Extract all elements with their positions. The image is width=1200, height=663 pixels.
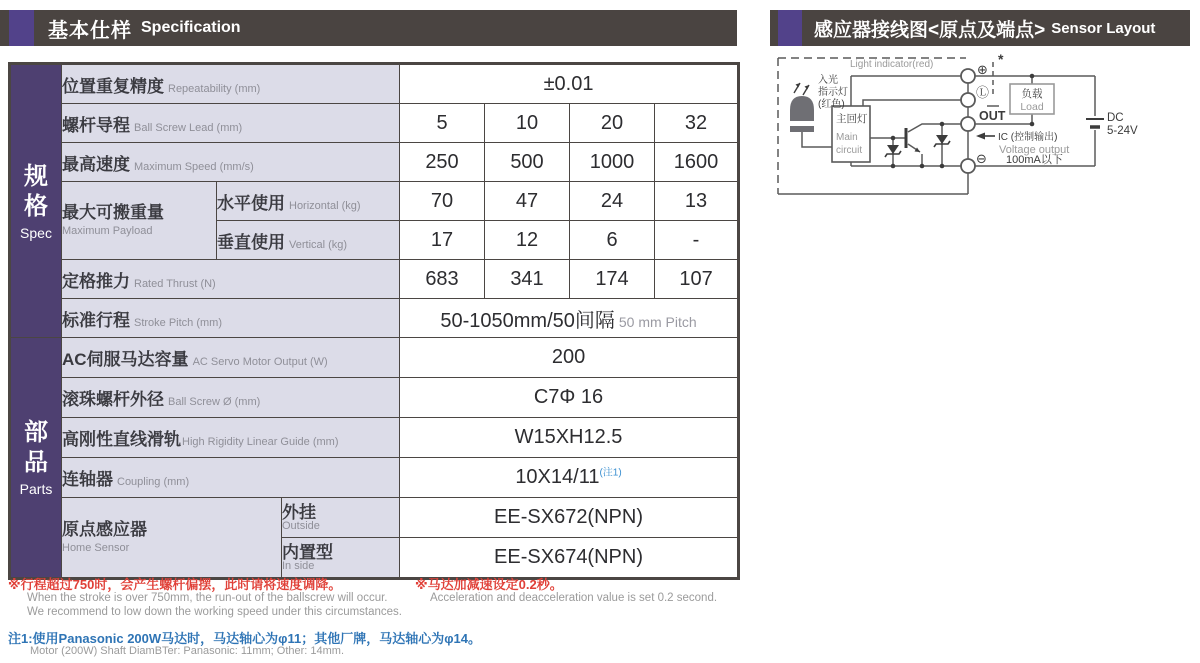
terminal-plus-circle <box>961 69 975 83</box>
table-row <box>10 64 739 104</box>
value-speed-3: 1000 <box>570 143 655 182</box>
value-coupling: $10X14/11^{(注1)}$ <box>400 458 739 498</box>
section-title-en: Sensor Layout <box>1051 19 1156 37</box>
sidebar-spec-zh: 规格 <box>23 162 48 220</box>
value-stroke-pitch: 50-1050mm/50间隔 50 mm Pitch <box>400 299 739 338</box>
value-speed-4: 1600 <box>655 143 739 182</box>
row-label-coupling: 连轴器 Coupling (mm) <box>62 458 400 498</box>
table-row <box>10 418 739 458</box>
sidebar-parts-en: Parts <box>19 481 53 497</box>
plus-symbol: ⊕ <box>977 62 988 77</box>
footnote-acceleration-zh: ※马达加减速设定0.2秒。 <box>415 577 563 592</box>
footnote-stroke-warning-zh: ※行程超过750时，会产生螺杆偏摆，此时请将速度调降。 <box>8 577 342 592</box>
led-label-line3: (红色) <box>818 99 845 110</box>
value-lead-1: 5 <box>400 104 485 143</box>
led-lead-wire <box>802 132 832 147</box>
light-arrows-icon <box>794 83 809 95</box>
collector-wire <box>908 124 961 132</box>
table-row <box>10 260 739 299</box>
value-servo-output: 200 <box>400 338 739 378</box>
l-terminal-wire <box>863 100 961 106</box>
ic-output-label: IC (控制输出) <box>998 132 1058 143</box>
value-lead-4: 32 <box>655 104 739 143</box>
terminal-l-circle <box>961 93 975 107</box>
purple-accent-square <box>9 10 34 46</box>
row-label-outside: 外挂 Outside <box>282 498 400 538</box>
terminal-out-circle <box>961 117 975 131</box>
battery-icon <box>1086 119 1104 127</box>
row-label-horizontal: 水平使用 Horizontal (kg) <box>217 182 400 221</box>
row-label-vertical: 垂直使用 Vertical (kg) <box>217 221 400 260</box>
value-horizontal-1: 70 <box>400 182 485 221</box>
table-row <box>10 458 739 498</box>
row-label-stroke-pitch: 标准行程 Stroke Pitch (mm) <box>62 299 400 338</box>
led-indicator-icon <box>790 96 814 132</box>
sidebar-spec-en: Spec <box>20 224 52 241</box>
main-circuit-label-zh: 主回灯 <box>836 113 868 125</box>
value-lead-2: 10 <box>485 104 570 143</box>
row-label-max-payload: 最大可搬重量 Maximum Payload <box>62 182 217 260</box>
current-limit-label: 100mA以下 <box>1006 154 1063 166</box>
table-row <box>10 299 739 338</box>
value-horizontal-3: 24 <box>570 182 655 221</box>
value-thrust-3: 174 <box>570 260 655 299</box>
coupling-footnote-ref: (注1) <box>599 467 622 479</box>
purple-accent-square <box>778 10 802 46</box>
section-label-parts <box>10 338 62 579</box>
table-row <box>10 338 739 378</box>
row-label-inside: 内置型 In side <box>282 538 400 579</box>
value-thrust-2: 341 <box>485 260 570 299</box>
minus-symbol: ⊖ <box>976 151 987 166</box>
footnote-acceleration-en: Acceleration and deacceleration value is set 0.2 second. <box>430 592 718 604</box>
table-row <box>10 182 739 221</box>
value-speed-2: 500 <box>485 143 570 182</box>
section-label-spec <box>10 64 62 338</box>
value-linear-guide: W15XH12.5 <box>400 418 739 458</box>
footnote-stroke-warning-en2: We recommend to low down the working speed under this circumstances. <box>27 606 402 618</box>
value-thrust-4: 107 <box>655 260 739 299</box>
value-repeatability: ±0.01 <box>400 64 739 104</box>
row-label-ball-screw-lead: 螺杆导程 Ball Screw Lead (mm) <box>62 104 400 143</box>
section-title-zh: 基本仕样 <box>48 19 132 42</box>
section-title-en: Specification <box>141 19 241 36</box>
table-row <box>10 378 739 418</box>
out-label: OUT <box>979 109 1006 123</box>
main-circuit-label-en2: circuit <box>836 145 863 156</box>
value-ballscrew-diameter: C7Φ 16 <box>400 378 739 418</box>
light-indicator-label: Light indicator(red) <box>850 59 934 70</box>
row-label-rated-thrust: 定格推力 Rated Thrust (N) <box>62 260 400 299</box>
value-horizontal-4: 13 <box>655 182 739 221</box>
value-vertical-4: - <box>655 221 739 260</box>
footnote-motor-shaft-zh: 注1:使用Panasonic 200W马达时，马达轴心为φ11；其他厂牌，马达轴心为φ14。 <box>8 631 481 646</box>
value-sensor-outside: EE-SX672(NPN) <box>400 498 739 538</box>
value-speed-1: 250 <box>400 143 485 182</box>
row-label-home-sensor: 原点感应器 Home Sensor <box>62 498 282 579</box>
l-terminal-symbol: Ⓛ <box>976 85 990 100</box>
dc-label-line1: DC <box>1107 112 1124 124</box>
main-circuit-label-en1: Main <box>836 132 858 143</box>
section-title-zh: 感应器接线图<原点及端点> <box>814 19 1046 41</box>
spec-table <box>8 62 740 580</box>
section-header-specification <box>0 10 737 46</box>
ic-arrow-icon <box>976 133 995 140</box>
value-vertical-2: 12 <box>485 221 570 260</box>
value-sensor-inside: EE-SX674(NPN) <box>400 538 739 579</box>
footnote-motor-shaft-en: Motor (200W) Shaft DiamBTer: Panasonic: 11mm; Other: 14mm. <box>30 645 345 657</box>
sidebar-parts-zh: 部品 <box>23 419 48 476</box>
dc-label-line2: 5-24V <box>1107 125 1138 137</box>
value-vertical-1: 17 <box>400 221 485 260</box>
table-row <box>10 498 739 538</box>
row-label-max-speed: 最高速度 Maximum Speed (mm/s) <box>62 143 400 182</box>
table-row <box>10 143 739 182</box>
row-label-repeatability: 位置重复精度 Repeatability (mm) <box>62 64 400 104</box>
sensor-wiring-diagram <box>770 50 1170 200</box>
led-label-line1: 入光 <box>818 75 838 86</box>
value-vertical-3: 6 <box>570 221 655 260</box>
load-label-zh: 负载 <box>1021 88 1043 100</box>
asterisk-mark: * <box>998 51 1004 67</box>
voltage-output-label: Voltage output <box>999 144 1070 156</box>
table-row <box>10 104 739 143</box>
row-label-ballscrew-diameter: 滚珠螺杆外径 Ball Screw Ø (mm) <box>62 378 400 418</box>
section-header-sensor-layout <box>770 10 1190 46</box>
row-label-linear-guide: 高刚性直线滑轨High Rigidity Linear Guide (mm) <box>62 418 400 458</box>
load-label-en: Load <box>1020 101 1044 113</box>
value-lead-3: 20 <box>570 104 655 143</box>
value-thrust-1: 683 <box>400 260 485 299</box>
footnote-stroke-warning-en1: When the stroke is over 750mm, the run-out of the ballscrew will occur. <box>27 592 388 604</box>
led-label-line2: 指示灯 <box>818 87 848 98</box>
row-label-servo-output: AC伺服马达容量 AC Servo Motor Output (W) <box>62 338 400 378</box>
terminal-minus-circle <box>961 159 975 173</box>
value-horizontal-2: 47 <box>485 182 570 221</box>
